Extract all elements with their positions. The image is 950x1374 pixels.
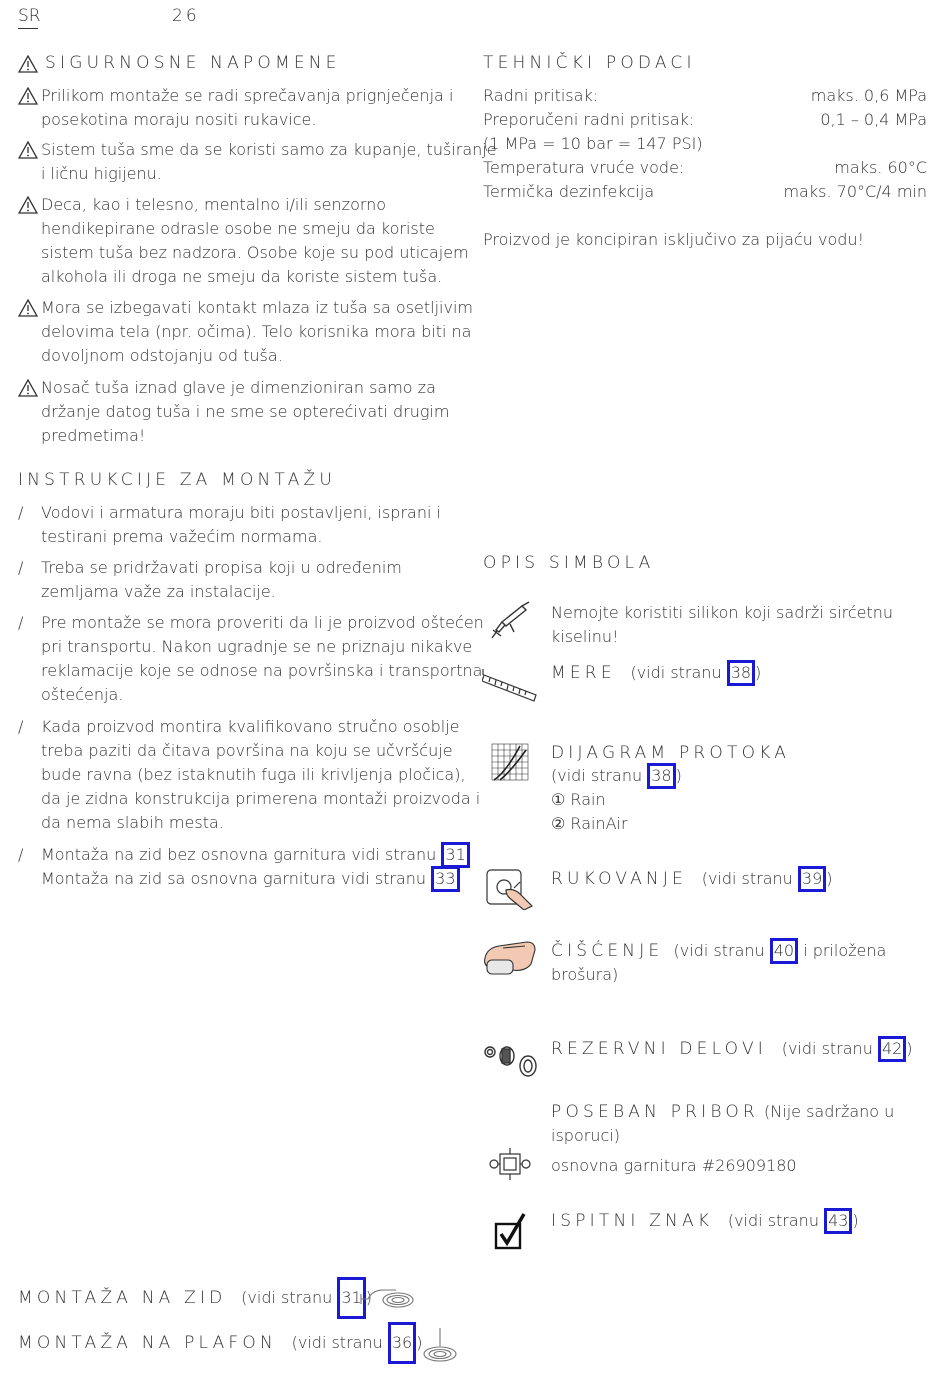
text-line: dovoljnom odstojanju od tuša. bbox=[41, 346, 283, 365]
page-link-31[interactable]: 31 bbox=[337, 1277, 365, 1319]
safety-item-usage bbox=[41, 138, 497, 186]
text-line: pri transportu. Nakon ugradnje se ne priznaju nikakve bbox=[41, 637, 473, 656]
warning-icon bbox=[18, 55, 38, 73]
spare-parts-title: REZERVNI DELOVI bbox=[551, 1039, 768, 1059]
text-line: oštećenja. bbox=[41, 685, 124, 704]
tech-value: maks. 60°C bbox=[834, 158, 927, 177]
warning-icon bbox=[18, 196, 38, 214]
install-item-pipes bbox=[41, 501, 441, 549]
wall-mount-ref: (vidi stranu 31 ) bbox=[236, 1288, 372, 1307]
tech-label: Preporučeni radni pritisak: bbox=[483, 110, 695, 129]
ref-prefix: (vidi stranu bbox=[630, 663, 722, 682]
text-line: alkohola ili droga ne smeju da koriste sistem tuša. bbox=[41, 267, 443, 286]
handling-label bbox=[551, 869, 833, 889]
text-line: Sistem tuša sme da se koristi samo za kupanje, tuširanje bbox=[41, 140, 497, 159]
text-line: da je zidna konstrukcija primerena montaži proizvoda i bbox=[41, 789, 481, 808]
text-line: delovima tela (npr. očima). Telo korisnika mora biti na bbox=[41, 322, 472, 341]
handling-title: RUKOVANJE bbox=[551, 869, 687, 889]
tech-value: maks. 0,6 MPa bbox=[810, 86, 927, 105]
page-link-36[interactable]: 36 bbox=[388, 1322, 416, 1364]
wall-mount-title: MONTAŽA NA ZID bbox=[18, 1288, 227, 1308]
page-link-38[interactable]: 38 bbox=[647, 763, 675, 789]
text-line: i ličnu higijenu. bbox=[41, 164, 162, 183]
base-set-icon bbox=[488, 1146, 534, 1182]
flow-title: DIJAGRAM PROTOKA bbox=[551, 743, 791, 763]
text-line: zemljama važe za instalacije. bbox=[41, 582, 276, 601]
silicone-gun-icon bbox=[488, 600, 532, 642]
flow-block bbox=[551, 742, 790, 836]
text-line: Mora se izbegavati kontakt mlaza iz tuša sa osetljivim bbox=[41, 298, 473, 317]
tech-value: 0,1 – 0,4 MPa bbox=[820, 110, 927, 129]
accessory-line-1 bbox=[551, 1100, 894, 1124]
text-line: testirani prema važećim normama. bbox=[41, 527, 323, 546]
tech-label: Radni pritisak: bbox=[483, 86, 599, 105]
accessory-title: POSEBAN PRIBOR bbox=[551, 1102, 759, 1122]
accessory-note: (Nije sadržano u bbox=[764, 1102, 895, 1121]
flow-ref: (vidi stranu 38 ) bbox=[551, 764, 790, 788]
text-line: Nosač tuša iznad glave je dimenzioniran samo za bbox=[41, 378, 436, 397]
tech-value: maks. 70°C/4 min bbox=[783, 182, 927, 201]
tech-label: Termička dezinfekcija bbox=[483, 182, 655, 201]
wall-shower-icon bbox=[358, 1282, 416, 1316]
warning-icon bbox=[18, 299, 38, 317]
text-line: Nemojte koristiti silikon koji sadrži sirćetnu bbox=[551, 603, 894, 622]
test-mark-label bbox=[551, 1211, 859, 1231]
accessory-note-2: isporuci) bbox=[551, 1126, 620, 1145]
drinking-water-note: Proizvod je koncipiran isključivo za pijaću vodu! bbox=[483, 230, 864, 249]
text-line: Kada proizvod montira kvalifikovano stručno osoblje bbox=[41, 717, 460, 736]
bullet-slash: / bbox=[18, 558, 24, 577]
install-item-transport bbox=[41, 611, 484, 707]
language-underline bbox=[18, 28, 38, 29]
text-line: Vodovi i armatura moraju biti postavljeni, isprani i bbox=[41, 503, 441, 522]
page-number: 26 bbox=[172, 6, 200, 26]
text-line: posekotina moraju nositi rukavice. bbox=[41, 110, 317, 129]
safety-item-holder bbox=[41, 376, 449, 448]
silicone-note bbox=[551, 601, 893, 649]
cleaning-line-1 bbox=[551, 939, 886, 963]
cleaning-suffix: i priložena bbox=[803, 941, 887, 960]
text-line: držanje datog tuša i ne sme se opterećivati drugim bbox=[41, 402, 450, 421]
bullet-slash: / bbox=[18, 717, 24, 736]
mere-title: MERE bbox=[551, 663, 616, 683]
test-mark-ref: (vidi stranu 43 ) bbox=[723, 1211, 859, 1230]
text-line: da nema slabih mesta. bbox=[41, 813, 224, 832]
warning-icon bbox=[18, 87, 38, 105]
text-line: Treba se pridržavati propisa koji u određenim bbox=[41, 558, 402, 577]
ruler-icon bbox=[482, 665, 538, 707]
tech-row bbox=[483, 180, 927, 204]
language-code: SR bbox=[18, 6, 41, 26]
cleaning-title: ČIŠĆENJE bbox=[551, 941, 664, 961]
page-link-38[interactable]: 38 bbox=[727, 660, 755, 686]
wall-mount-label bbox=[18, 1288, 372, 1308]
handling-icon bbox=[484, 866, 536, 910]
text-line: Montaža na zid bez osnovna garnitura vidi stranu bbox=[41, 845, 437, 864]
tech-row bbox=[483, 132, 927, 156]
ceiling-mount-label bbox=[18, 1333, 422, 1353]
text-line: reklamacije koje se odnose na površinska i transportna bbox=[41, 661, 483, 680]
install-title: INSTRUKCIJE ZA MONTAŽU bbox=[18, 470, 337, 490]
ref-prefix: (vidi stranu bbox=[701, 869, 793, 888]
safety-item-supervision bbox=[41, 193, 469, 289]
page-link-43[interactable]: 43 bbox=[824, 1208, 852, 1234]
text-line: hendikepirane odrasle osobe ne smeju da koriste bbox=[41, 219, 435, 238]
ref-prefix: (vidi stranu bbox=[291, 1333, 383, 1352]
test-mark-title: ISPITNI ZNAK bbox=[551, 1211, 714, 1231]
ref-prefix: (vidi stranu bbox=[781, 1039, 873, 1058]
flow-rainair: ② RainAir bbox=[551, 814, 628, 833]
text-line: kiselinu! bbox=[551, 627, 619, 646]
mere-label bbox=[551, 663, 761, 683]
tech-row bbox=[483, 156, 927, 180]
tech-label: Temperatura vruće vode: bbox=[483, 158, 685, 177]
warning-icon bbox=[18, 379, 38, 397]
text-line: Deca, kao i telesno, mentalno i/ili senzorno bbox=[41, 195, 387, 214]
bullet-slash: / bbox=[18, 613, 24, 632]
mere-ref: (vidi stranu 38 ) bbox=[625, 663, 761, 682]
text-line: Pre montaže se mora proveriti da li je proizvod oštećen bbox=[41, 613, 484, 632]
cleaning-suffix-2: brošura) bbox=[551, 965, 619, 984]
symbols-title: OPIS SIMBOLA bbox=[483, 553, 655, 573]
ceiling-mount-title: MONTAŽA NA PLAFON bbox=[18, 1333, 277, 1353]
install-item-surface bbox=[41, 715, 480, 835]
tech-label: (1 MPa = 10 bar = 147 PSI) bbox=[483, 134, 703, 153]
accessory-item: osnovna garnitura #26909180 bbox=[551, 1156, 797, 1175]
tech-title: TEHNIČKI PODACI bbox=[483, 53, 696, 73]
ref-prefix: (vidi stranu bbox=[551, 766, 643, 785]
cleaning-icon bbox=[481, 938, 539, 978]
cleaning-label bbox=[551, 939, 886, 987]
warning-icon bbox=[18, 141, 38, 159]
text-line: predmetima! bbox=[41, 426, 146, 445]
safety-item-spray bbox=[41, 296, 473, 368]
checkmark-box-icon bbox=[494, 1212, 526, 1252]
ref-prefix: (vidi stranu bbox=[673, 941, 765, 960]
handling-ref: (vidi stranu 39 ) bbox=[697, 869, 833, 888]
page-link-31[interactable]: 31 bbox=[441, 842, 469, 868]
mount-with-line bbox=[41, 867, 470, 891]
text-line: sistem tuša bez nadzora. Osobe koje su pod uticajem bbox=[41, 243, 469, 262]
spare-parts-icon bbox=[482, 1040, 540, 1078]
spare-parts-label bbox=[551, 1039, 913, 1059]
bullet-slash: / bbox=[18, 503, 24, 522]
text-line: Montaža na zid sa osnovna garnitura vidi stranu bbox=[41, 869, 427, 888]
spare-parts-ref: (vidi stranu 42 ) bbox=[777, 1039, 913, 1058]
ceiling-mount-ref: (vidi stranu 36 ) bbox=[287, 1333, 423, 1352]
install-item-mounting bbox=[41, 843, 470, 891]
page-link-42[interactable]: 42 bbox=[878, 1036, 906, 1062]
text-line: treba paziti da čitava površina na koju se učvršćuje bbox=[41, 741, 453, 760]
tech-row bbox=[483, 84, 927, 108]
ceiling-shower-icon bbox=[420, 1326, 460, 1366]
safety-title: SIGURNOSNE NAPOMENE bbox=[45, 53, 341, 73]
bullet-slash: / bbox=[18, 845, 24, 864]
page-link-39[interactable]: 39 bbox=[798, 866, 826, 892]
text-line: Prilikom montaže se radi sprečavanja prignječenja i bbox=[41, 86, 454, 105]
text-line: bude ravna (bez istaknutih fuga ili krivljenja pločica), bbox=[41, 765, 466, 784]
accessory-block bbox=[551, 1100, 894, 1178]
flow-diagram-icon bbox=[490, 742, 530, 782]
safety-item-gloves bbox=[41, 84, 453, 132]
install-item-regulations bbox=[41, 556, 402, 604]
ref-prefix: (vidi stranu bbox=[241, 1288, 333, 1307]
page-link-40[interactable]: 40 bbox=[770, 938, 798, 964]
mount-without-line bbox=[41, 843, 470, 867]
flow-rain: ① Rain bbox=[551, 790, 606, 809]
ref-prefix: (vidi stranu bbox=[727, 1211, 819, 1230]
tech-row bbox=[483, 108, 927, 132]
page-link-33[interactable]: 33 bbox=[431, 866, 459, 892]
